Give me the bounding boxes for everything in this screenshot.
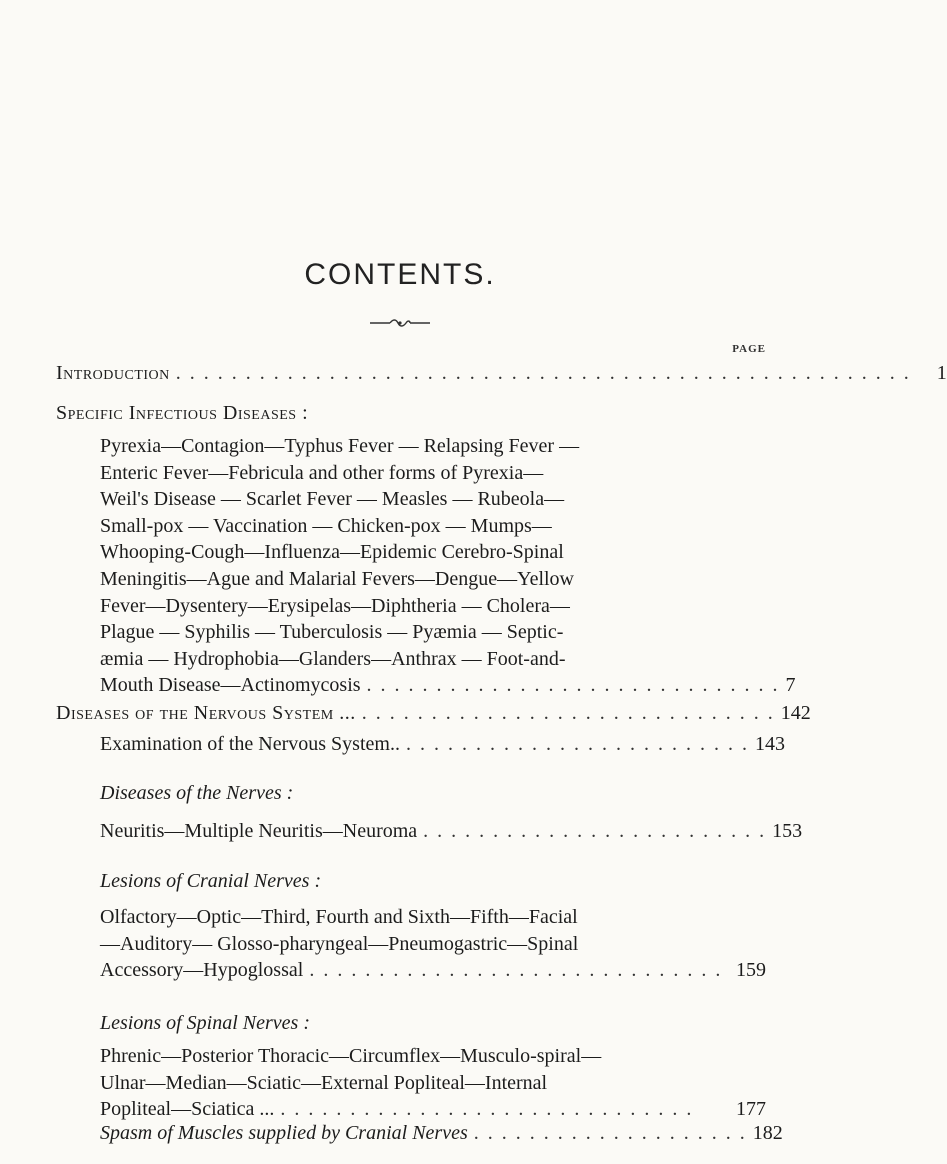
toc-entry-page: 153 <box>772 820 803 842</box>
toc-line-last: Popliteal—Sciatica ... . . . . . . . . . . . . . . . . . . . . . . . . . . . . . . 177 <box>100 1096 766 1123</box>
toc-entry-examination <box>100 731 785 757</box>
toc-entry-page: 159 <box>736 959 766 982</box>
toc-entry-page: 177 <box>736 1098 766 1121</box>
toc-line: Ulnar—Median—Sciatic—External Popliteal—Internal <box>100 1071 548 1094</box>
toc-block-cranial-nerves <box>100 904 766 984</box>
toc-line-last: Accessory—Hypoglossal . . . . . . . . . . . . . . . . . . . . . . . . . . . . . . 159 <box>100 957 766 984</box>
toc-entry-page: 143 <box>754 733 785 755</box>
toc-line: Whooping-Cough—Influenza—Epidemic Cerebro-Spinal <box>100 541 564 564</box>
toc-entry-neuritis <box>100 818 803 844</box>
page-column-label: PAGE <box>732 343 766 355</box>
toc-entry-introduction <box>56 360 947 386</box>
toc-line: Pyrexia—Contagion—Typhus Fever — Relapsing Fever — <box>100 435 580 457</box>
toc-line: Olfactory—Optic—Third, Fourth and Sixth—Fifth—Facial <box>100 906 578 928</box>
toc-entry-title: Spasm of Muscles supplied by Cranial Nerves <box>100 1122 468 1144</box>
toc-line: æmia — Hydrophobia—Glanders—Anthrax — Foot-and- <box>100 647 566 670</box>
toc-entry-spasm <box>100 1120 783 1146</box>
toc-line: Phrenic—Posterior Thoracic—Circumflex—Musculo-spiral— <box>100 1045 602 1067</box>
toc-entry-title: Examination of the Nervous System.. <box>100 733 400 755</box>
dot-leader: . . . . . . . . . . . . . . . . . . . . . . . . . . . . . . <box>361 702 775 724</box>
dot-leader: . . . . . . . . . . . . . . . . . . . . . . . . . . . . . . <box>366 674 780 697</box>
toc-block-specific-diseases <box>100 433 796 699</box>
dot-leader: . . . . . . . . . . . . . . . . . . . . . . . . . . . . . . <box>280 1098 694 1121</box>
toc-entry-page: 142 <box>780 702 811 724</box>
toc-line-last: Mouth Disease—Actinomycosis . . . . . . . . . . . . . . . . . . . . . . . . . . . . . . 7 <box>100 672 766 699</box>
toc-entry-title: Neuritis—Multiple Neuritis—Neuroma <box>100 820 418 842</box>
ornament-divider <box>368 318 432 328</box>
toc-entry-page: 1 <box>936 362 947 384</box>
dot-leader: . . . . . . . . . . . . . . . . . . . . . . . . . . . . . . . . . . . . . . . . . . . . . . . . . . . . . <box>175 362 911 384</box>
dot-leader: . . . . . . . . . . . . . . . . . . . . . . . . . <box>423 820 767 842</box>
section-heading-specific: Specific Infectious Diseases : <box>56 402 309 424</box>
toc-line: Weil's Disease — Scarlet Fever — Measles — Rubeola— <box>100 488 565 511</box>
dot-leader: . . . . . . . . . . . . . . . . . . . . . . . . . . . . . . <box>309 959 723 982</box>
dot-leader: . . . . . . . . . . . . . . . . . . . . <box>473 1122 747 1144</box>
toc-line: Enteric Fever—Febricula and other forms of Pyrexia— <box>100 461 544 484</box>
dot-leader: . . . . . . . . . . . . . . . . . . . . . . . . . <box>405 733 749 755</box>
toc-line: Meningitis—Ague and Malarial Fevers—Dengue—Yellow <box>100 567 575 590</box>
section-heading-cranial: Lesions of Cranial Nerves : <box>100 870 322 892</box>
toc-entry-page: 7 <box>785 674 796 697</box>
toc-line: Small-pox — Vaccination — Chicken-pox — Mumps— <box>100 514 552 537</box>
toc-entry-page: 182 <box>752 1122 783 1144</box>
toc-entry-title: Introduction <box>56 362 170 384</box>
page-title: CONTENTS. <box>304 258 496 291</box>
toc-block-spinal-nerves <box>100 1043 766 1123</box>
toc-line: —Auditory— Glosso-pharyngeal—Pneumogastric—Spinal <box>100 932 579 955</box>
section-heading-spinal: Lesions of Spinal Nerves : <box>100 1012 310 1034</box>
section-heading-nerves: Diseases of the Nerves : <box>100 782 294 804</box>
toc-entry-title: Diseases of the Nervous System ... <box>56 702 356 724</box>
toc-line: Plague — Syphilis — Tuberculosis — Pyæmia — Septic- <box>100 621 564 644</box>
toc-entry-nervous-system <box>56 700 811 726</box>
toc-line: Fever—Dysentery—Erysipelas—Diphtheria — Cholera— <box>100 594 570 617</box>
